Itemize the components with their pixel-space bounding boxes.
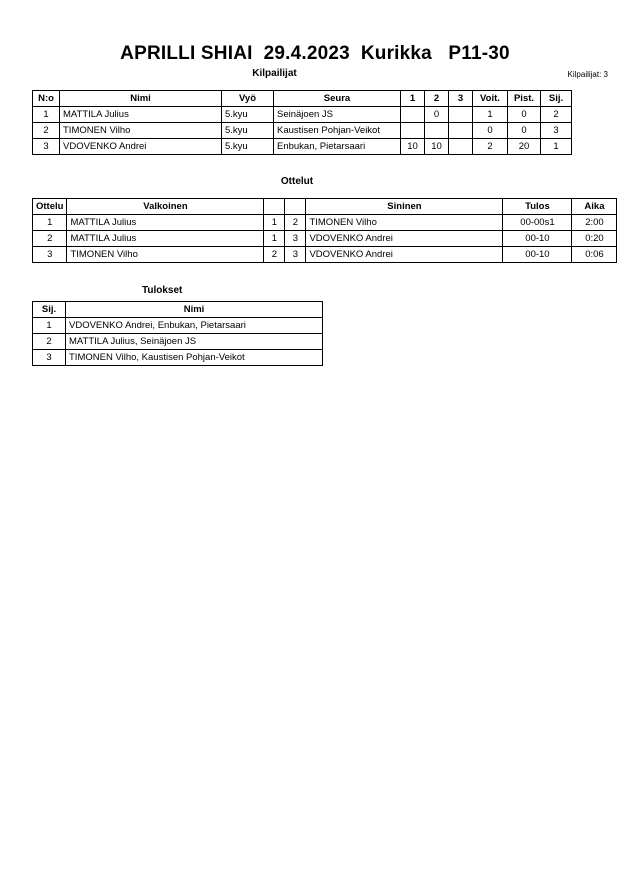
table-row	[33, 107, 572, 123]
column-header-rank: Sij.	[541, 91, 572, 107]
table-row	[33, 231, 617, 247]
cell-rank: 1	[541, 139, 572, 155]
cell-rank: 3	[541, 123, 572, 139]
cell-belt: 5.kyu	[222, 139, 274, 155]
cell-match: 2	[33, 231, 67, 247]
table-row	[33, 318, 323, 334]
cell-blue-no: 3	[285, 247, 306, 263]
cell-white: TIMONEN Vilho	[67, 247, 264, 263]
cell-points: 0	[508, 123, 541, 139]
cell-club: Kaustisen Pohjan-Veikot	[274, 123, 401, 139]
cell-m2: 0	[425, 107, 449, 123]
column-header-points: Pist.	[508, 91, 541, 107]
table-row	[33, 139, 572, 155]
cell-rank: 2	[33, 334, 66, 350]
cell-rank: 3	[33, 350, 66, 366]
cell-m3	[449, 107, 473, 123]
cell-time: 0:06	[572, 247, 617, 263]
cell-blue: TIMONEN Vilho	[306, 215, 503, 231]
cell-wins: 2	[473, 139, 508, 155]
page-title: APRILLI SHIAI 29.4.2023 Kurikka P11-30	[120, 43, 510, 64]
cell-rank: 2	[541, 107, 572, 123]
cell-rank: 1	[33, 318, 66, 334]
results-table	[32, 301, 323, 366]
cell-wins: 1	[473, 107, 508, 123]
cell-m1: 10	[401, 139, 425, 155]
cell-belt: 5.kyu	[222, 123, 274, 139]
column-header-white-no	[264, 199, 285, 215]
column-header-m2: 2	[425, 91, 449, 107]
cell-points: 20	[508, 139, 541, 155]
cell-no: 1	[33, 107, 60, 123]
table-header-row	[33, 199, 617, 215]
cell-name: TIMONEN Vilho	[60, 123, 222, 139]
column-header-result: Tulos	[503, 199, 572, 215]
cell-blue-no: 2	[285, 215, 306, 231]
cell-name: VDOVENKO Andrei	[60, 139, 222, 155]
cell-m2: 10	[425, 139, 449, 155]
competitors-table	[32, 90, 572, 155]
results-section-caption: Tulokset	[142, 285, 183, 296]
cell-blue: VDOVENKO Andrei	[306, 231, 503, 247]
column-header-name: Nimi	[60, 91, 222, 107]
competitors-section-caption: Kilpailijat	[252, 68, 297, 79]
cell-m2	[425, 123, 449, 139]
cell-name: VDOVENKO Andrei, Enbukan, Pietarsaari	[66, 318, 323, 334]
matches-table	[32, 198, 617, 263]
cell-wins: 0	[473, 123, 508, 139]
column-header-club: Seura	[274, 91, 401, 107]
column-header-blue-no	[285, 199, 306, 215]
column-header-belt: Vyö	[222, 91, 274, 107]
table-row	[33, 350, 323, 366]
cell-blue: VDOVENKO Andrei	[306, 247, 503, 263]
column-header-name: Nimi	[66, 302, 323, 318]
cell-result: 00-00s1	[503, 215, 572, 231]
cell-result: 00-10	[503, 231, 572, 247]
cell-name: TIMONEN Vilho, Kaustisen Pohjan-Veikot	[66, 350, 323, 366]
cell-name: MATTILA Julius	[60, 107, 222, 123]
cell-match: 3	[33, 247, 67, 263]
cell-blue-no: 3	[285, 231, 306, 247]
table-row	[33, 334, 323, 350]
column-header-no: N:o	[33, 91, 60, 107]
cell-club: Enbukan, Pietarsaari	[274, 139, 401, 155]
matches-section-caption: Ottelut	[280, 176, 314, 187]
column-header-wins: Voit.	[473, 91, 508, 107]
table-header-row	[33, 91, 572, 107]
table-row	[33, 215, 617, 231]
cell-name: MATTILA Julius, Seinäjoen JS	[66, 334, 323, 350]
cell-m1	[401, 123, 425, 139]
cell-belt: 5.kyu	[222, 107, 274, 123]
cell-white-no: 1	[264, 215, 285, 231]
column-header-blue: Sininen	[306, 199, 503, 215]
cell-m3	[449, 139, 473, 155]
competitor-count-note: Kilpailijat: 3	[567, 70, 608, 79]
cell-m3	[449, 123, 473, 139]
column-header-m1: 1	[401, 91, 425, 107]
cell-no: 3	[33, 139, 60, 155]
cell-club: Seinäjoen JS	[274, 107, 401, 123]
cell-white-no: 1	[264, 231, 285, 247]
cell-m1	[401, 107, 425, 123]
cell-white: MATTILA Julius	[67, 215, 264, 231]
cell-time: 0:20	[572, 231, 617, 247]
column-header-m3: 3	[449, 91, 473, 107]
cell-result: 00-10	[503, 247, 572, 263]
cell-match: 1	[33, 215, 67, 231]
cell-white-no: 2	[264, 247, 285, 263]
cell-points: 0	[508, 107, 541, 123]
table-header-row	[33, 302, 323, 318]
cell-white: MATTILA Julius	[67, 231, 264, 247]
column-header-white: Valkoinen	[67, 199, 264, 215]
cell-time: 2:00	[572, 215, 617, 231]
table-row	[33, 123, 572, 139]
column-header-time: Aika	[572, 199, 617, 215]
column-header-match: Ottelu	[33, 199, 67, 215]
table-row	[33, 247, 617, 263]
cell-no: 2	[33, 123, 60, 139]
column-header-rank: Sij.	[33, 302, 66, 318]
